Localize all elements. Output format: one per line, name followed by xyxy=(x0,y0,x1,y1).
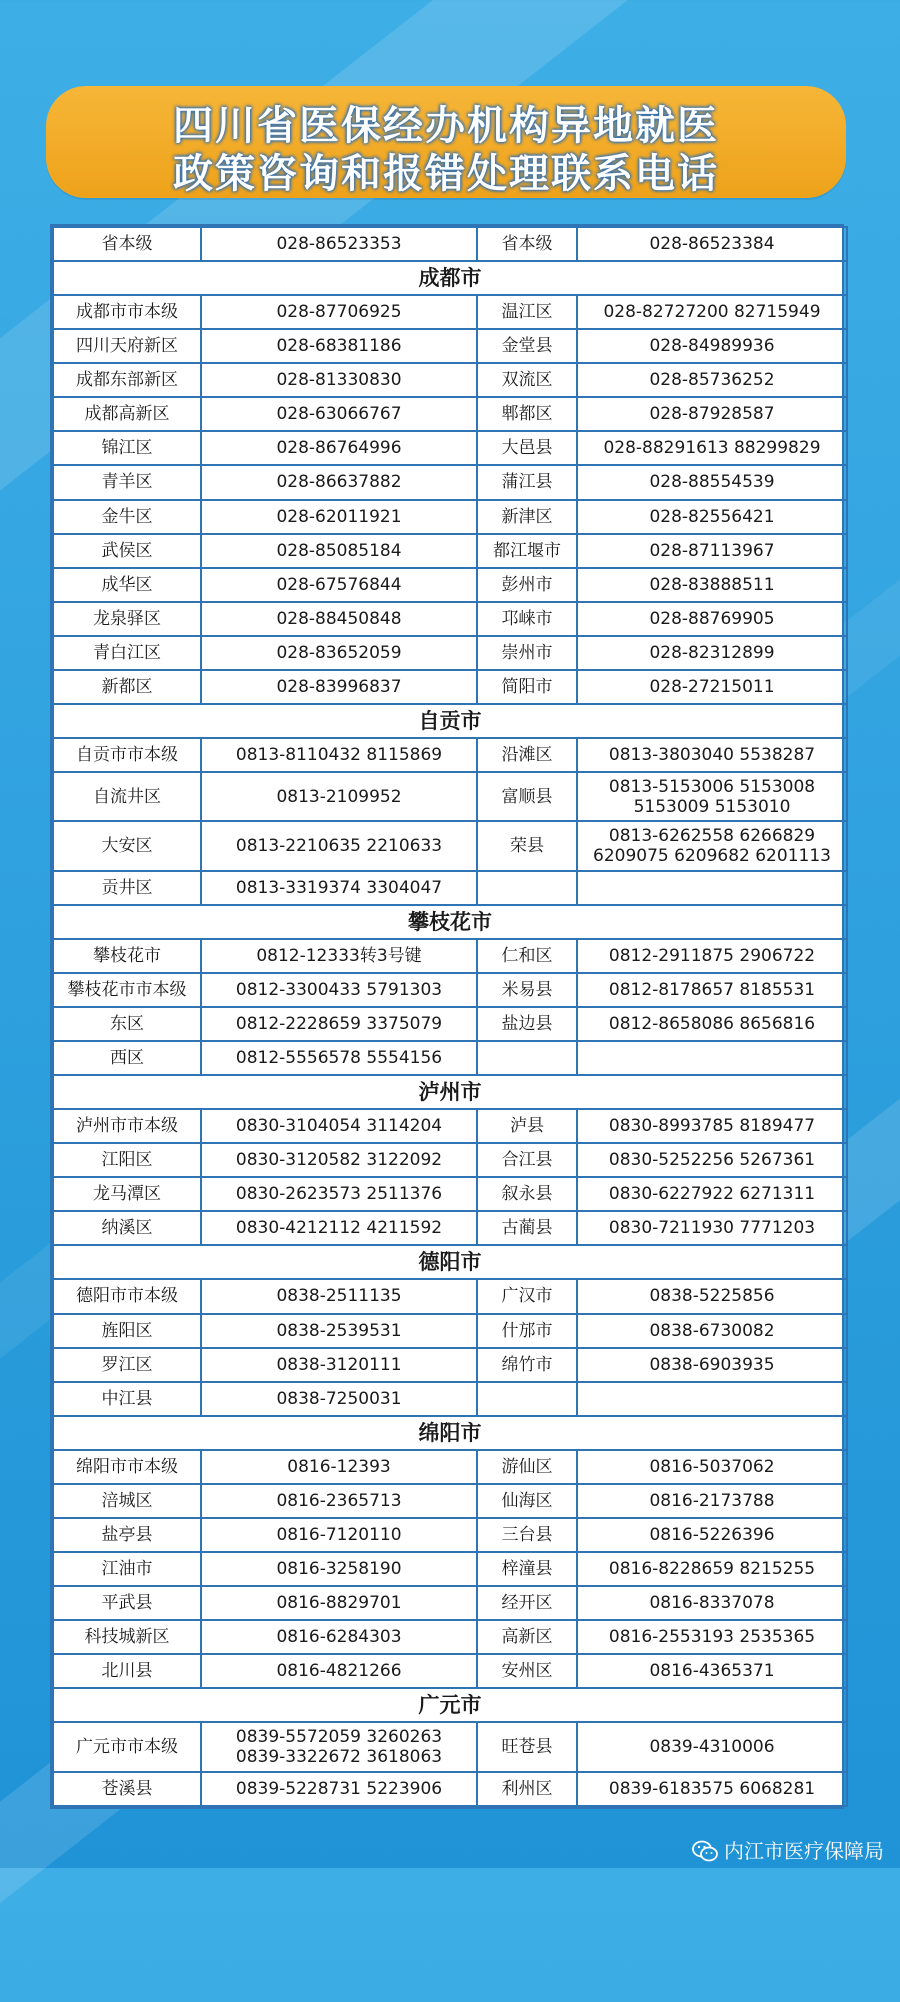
table-row xyxy=(53,534,847,568)
district-phone: 028-83888511 xyxy=(577,568,847,602)
district-name: 广汉市 xyxy=(477,1279,577,1313)
district-name: 中江县 xyxy=(53,1382,201,1416)
district-name: 郫都区 xyxy=(477,397,577,431)
district-name: 双流区 xyxy=(477,363,577,397)
district-name: 成都高新区 xyxy=(53,397,201,431)
city-header-row xyxy=(53,261,847,295)
table-row xyxy=(53,465,847,499)
district-name: 利州区 xyxy=(477,1772,577,1806)
table-row xyxy=(53,329,847,363)
district-name: 自贡市市本级 xyxy=(53,738,201,772)
city-header-row xyxy=(53,905,847,939)
district-name: 成华区 xyxy=(53,568,201,602)
table-row xyxy=(53,1041,847,1075)
district-phone: 0839-5228731 5223906 xyxy=(201,1772,477,1806)
table-row xyxy=(53,738,847,772)
district-name: 锦江区 xyxy=(53,431,201,465)
district-name: 龙泉驿区 xyxy=(53,602,201,636)
district-phone: 0838-2511135 xyxy=(201,1279,477,1313)
phone-line: 5153009 5153010 xyxy=(633,796,791,817)
district-phone: 0830-7211930 7771203 xyxy=(577,1211,847,1245)
district-name: 仙海区 xyxy=(477,1484,577,1518)
table-row xyxy=(53,227,847,261)
district-name: 叙永县 xyxy=(477,1177,577,1211)
district-name xyxy=(477,1041,577,1075)
district-phone: 0838-2539531 xyxy=(201,1314,477,1348)
district-name: 成都东部新区 xyxy=(53,363,201,397)
district-phone: 028-86523353 xyxy=(201,227,477,261)
district-phone: 0838-3120111 xyxy=(201,1348,477,1382)
district-phone: 0812-2228659 3375079 xyxy=(201,1007,477,1041)
table-row xyxy=(53,1654,847,1688)
district-name: 平武县 xyxy=(53,1586,201,1620)
table-row xyxy=(53,1007,847,1041)
district-phone: 0816-3258190 xyxy=(201,1552,477,1586)
district-name: 荣县 xyxy=(477,821,577,870)
district-phone: 0812-8178657 8185531 xyxy=(577,973,847,1007)
table-row xyxy=(53,636,847,670)
district-phone xyxy=(577,821,847,870)
contact-table-container xyxy=(50,224,844,1809)
district-phone: 0830-4212112 4211592 xyxy=(201,1211,477,1245)
district-phone: 0816-2173788 xyxy=(577,1484,847,1518)
district-name: 安州区 xyxy=(477,1654,577,1688)
district-name: 金牛区 xyxy=(53,500,201,534)
district-phone: 028-87113967 xyxy=(577,534,847,568)
district-name: 江阳区 xyxy=(53,1143,201,1177)
table-row xyxy=(53,670,847,704)
district-name: 苍溪县 xyxy=(53,1772,201,1806)
district-phone: 0830-8993785 8189477 xyxy=(577,1109,847,1143)
district-phone: 028-88554539 xyxy=(577,465,847,499)
table-row xyxy=(53,500,847,534)
district-name: 科技城新区 xyxy=(53,1620,201,1654)
table-row xyxy=(53,1552,847,1586)
table-row xyxy=(53,1211,847,1245)
district-phone: 0838-6903935 xyxy=(577,1348,847,1382)
table-row xyxy=(53,1450,847,1484)
district-name: 蒲江县 xyxy=(477,465,577,499)
district-phone: 028-82727200 82715949 xyxy=(577,295,847,329)
district-phone: 0830-5252256 5267361 xyxy=(577,1143,847,1177)
district-phone: 0816-6284303 xyxy=(201,1620,477,1654)
district-phone: 0816-2553193 2535365 xyxy=(577,1620,847,1654)
district-phone: 0812-3300433 5791303 xyxy=(201,973,477,1007)
district-name: 自流井区 xyxy=(53,772,201,821)
district-name: 涪城区 xyxy=(53,1484,201,1518)
district-name: 广元市市本级 xyxy=(53,1722,201,1771)
district-phone: 0816-7120110 xyxy=(201,1518,477,1552)
table-row xyxy=(53,1722,847,1771)
contact-table xyxy=(52,226,848,1807)
district-name: 东区 xyxy=(53,1007,201,1041)
phone-line: 0839-3322672 3618063 xyxy=(235,1746,443,1767)
table-row xyxy=(53,1518,847,1552)
district-name: 盐亭县 xyxy=(53,1518,201,1552)
district-phone: 0816-5226396 xyxy=(577,1518,847,1552)
district-name: 江油市 xyxy=(53,1552,201,1586)
district-phone: 0816-8228659 8215255 xyxy=(577,1552,847,1586)
district-phone: 0838-7250031 xyxy=(201,1382,477,1416)
district-phone: 0813-2210635 2210633 xyxy=(201,821,477,870)
phone-line: 0813-5153006 5153008 xyxy=(608,776,816,797)
district-phone: 0816-4821266 xyxy=(201,1654,477,1688)
district-name: 青白江区 xyxy=(53,636,201,670)
district-name: 纳溪区 xyxy=(53,1211,201,1245)
table-row xyxy=(53,1620,847,1654)
district-phone: 028-27215011 xyxy=(577,670,847,704)
district-phone: 0839-6183575 6068281 xyxy=(577,1772,847,1806)
district-phone xyxy=(577,871,847,905)
district-phone: 0839-4310006 xyxy=(577,1722,847,1771)
district-phone: 0816-8829701 xyxy=(201,1586,477,1620)
district-phone: 0830-2623573 2511376 xyxy=(201,1177,477,1211)
district-name: 武侯区 xyxy=(53,534,201,568)
district-name: 新津区 xyxy=(477,500,577,534)
district-phone: 0830-6227922 6271311 xyxy=(577,1177,847,1211)
district-name: 游仙区 xyxy=(477,1450,577,1484)
district-phone: 028-67576844 xyxy=(201,568,477,602)
district-name: 崇州市 xyxy=(477,636,577,670)
district-name: 泸县 xyxy=(477,1109,577,1143)
table-row xyxy=(53,939,847,973)
district-name: 米易县 xyxy=(477,973,577,1007)
district-name: 彭州市 xyxy=(477,568,577,602)
title-line-1: 四川省医保经办机构异地就医 xyxy=(173,103,719,149)
district-phone xyxy=(577,1041,847,1075)
district-name: 大邑县 xyxy=(477,431,577,465)
district-phone: 0812-12333转3号键 xyxy=(201,939,477,973)
district-name: 攀枝花市市本级 xyxy=(53,973,201,1007)
district-name: 金堂县 xyxy=(477,329,577,363)
district-phone xyxy=(577,1382,847,1416)
district-name: 龙马潭区 xyxy=(53,1177,201,1211)
city-header-row xyxy=(53,1416,847,1450)
table-row xyxy=(53,772,847,821)
district-phone: 028-88450848 xyxy=(201,602,477,636)
district-name: 大安区 xyxy=(53,821,201,870)
district-name: 青羊区 xyxy=(53,465,201,499)
district-phone: 028-81330830 xyxy=(201,363,477,397)
district-name: 贡井区 xyxy=(53,871,201,905)
city-header: 广元市 xyxy=(53,1688,847,1722)
district-phone: 028-62011921 xyxy=(201,500,477,534)
district-phone: 028-87706925 xyxy=(201,295,477,329)
table-row xyxy=(53,568,847,602)
district-name: 绵阳市市本级 xyxy=(53,1450,201,1484)
district-phone: 0830-3104054 3114204 xyxy=(201,1109,477,1143)
district-phone: 0812-5556578 5554156 xyxy=(201,1041,477,1075)
city-header-row xyxy=(53,1245,847,1279)
district-name: 旺苍县 xyxy=(477,1722,577,1771)
district-name: 罗江区 xyxy=(53,1348,201,1382)
district-phone: 0816-8337078 xyxy=(577,1586,847,1620)
table-row xyxy=(53,1314,847,1348)
district-name: 什邡市 xyxy=(477,1314,577,1348)
district-phone xyxy=(577,772,847,821)
table-row xyxy=(53,973,847,1007)
district-phone xyxy=(201,1722,477,1771)
district-phone: 028-86637882 xyxy=(201,465,477,499)
district-name: 成都市市本级 xyxy=(53,295,201,329)
district-name: 合江县 xyxy=(477,1143,577,1177)
district-name: 温江区 xyxy=(477,295,577,329)
table-row xyxy=(53,363,847,397)
wechat-icon xyxy=(692,1840,718,1862)
footer-brand xyxy=(692,1840,884,1862)
table-row xyxy=(53,821,847,870)
district-phone: 0816-5037062 xyxy=(577,1450,847,1484)
district-phone: 028-85736252 xyxy=(577,363,847,397)
district-name xyxy=(477,1382,577,1416)
district-phone: 028-85085184 xyxy=(201,534,477,568)
district-phone: 028-87928587 xyxy=(577,397,847,431)
table-row xyxy=(53,397,847,431)
district-phone: 0813-3319374 3304047 xyxy=(201,871,477,905)
district-name: 泸州市市本级 xyxy=(53,1109,201,1143)
district-name: 梓潼县 xyxy=(477,1552,577,1586)
district-phone: 028-82312899 xyxy=(577,636,847,670)
district-phone: 028-84989936 xyxy=(577,329,847,363)
table-row xyxy=(53,1348,847,1382)
table-row xyxy=(53,295,847,329)
district-phone: 0812-2911875 2906722 xyxy=(577,939,847,973)
city-header-row xyxy=(53,1688,847,1722)
district-name: 古蔺县 xyxy=(477,1211,577,1245)
district-name: 旌阳区 xyxy=(53,1314,201,1348)
district-phone: 0816-4365371 xyxy=(577,1654,847,1688)
table-row xyxy=(53,1382,847,1416)
city-header: 泸州市 xyxy=(53,1075,847,1109)
title-line-2: 政策咨询和报错处理联系电话 xyxy=(173,151,719,197)
district-phone: 028-68381186 xyxy=(201,329,477,363)
district-phone: 0812-8658086 8656816 xyxy=(577,1007,847,1041)
district-phone: 028-88769905 xyxy=(577,602,847,636)
district-phone: 0838-5225856 xyxy=(577,1279,847,1313)
district-name: 富顺县 xyxy=(477,772,577,821)
district-phone: 0816-12393 xyxy=(201,1450,477,1484)
district-phone: 0813-3803040 5538287 xyxy=(577,738,847,772)
district-name: 四川天府新区 xyxy=(53,329,201,363)
district-phone: 0838-6730082 xyxy=(577,1314,847,1348)
city-header: 德阳市 xyxy=(53,1245,847,1279)
city-header: 自贡市 xyxy=(53,704,847,738)
district-name: 仁和区 xyxy=(477,939,577,973)
district-phone: 028-86523384 xyxy=(577,227,847,261)
district-phone: 028-88291613 88299829 xyxy=(577,431,847,465)
table-row xyxy=(53,871,847,905)
district-name: 经开区 xyxy=(477,1586,577,1620)
district-name: 高新区 xyxy=(477,1620,577,1654)
title-banner xyxy=(46,86,846,198)
district-name: 德阳市市本级 xyxy=(53,1279,201,1313)
district-name: 西区 xyxy=(53,1041,201,1075)
district-name: 省本级 xyxy=(53,227,201,261)
district-phone: 028-86764996 xyxy=(201,431,477,465)
district-name: 简阳市 xyxy=(477,670,577,704)
city-header-row xyxy=(53,704,847,738)
table-row xyxy=(53,1586,847,1620)
phone-line: 6209075 6209682 6201113 xyxy=(593,846,831,867)
district-phone: 0816-2365713 xyxy=(201,1484,477,1518)
district-phone: 0830-3120582 3122092 xyxy=(201,1143,477,1177)
city-header: 绵阳市 xyxy=(53,1416,847,1450)
district-phone: 028-83996837 xyxy=(201,670,477,704)
table-row xyxy=(53,431,847,465)
table-row xyxy=(53,1484,847,1518)
district-name: 北川县 xyxy=(53,1654,201,1688)
district-name: 都江堰市 xyxy=(477,534,577,568)
district-name: 绵竹市 xyxy=(477,1348,577,1382)
district-phone: 028-63066767 xyxy=(201,397,477,431)
table-row xyxy=(53,1177,847,1211)
district-phone: 028-83652059 xyxy=(201,636,477,670)
table-row xyxy=(53,1772,847,1806)
phone-line: 0839-5572059 3260263 xyxy=(235,1726,443,1747)
district-name: 三台县 xyxy=(477,1518,577,1552)
district-name: 省本级 xyxy=(477,227,577,261)
district-phone: 0813-8110432 8115869 xyxy=(201,738,477,772)
district-name: 新都区 xyxy=(53,670,201,704)
city-header-row xyxy=(53,1075,847,1109)
district-name: 邛崃市 xyxy=(477,602,577,636)
district-name xyxy=(477,871,577,905)
table-row xyxy=(53,1143,847,1177)
city-header: 攀枝花市 xyxy=(53,905,847,939)
city-header: 成都市 xyxy=(53,261,847,295)
table-row xyxy=(53,602,847,636)
footer-label: 内江市医疗保障局 xyxy=(724,1839,884,1863)
district-name: 沿滩区 xyxy=(477,738,577,772)
table-row xyxy=(53,1279,847,1313)
table-row xyxy=(53,1109,847,1143)
district-name: 攀枝花市 xyxy=(53,939,201,973)
district-phone: 028-82556421 xyxy=(577,500,847,534)
district-name: 盐边县 xyxy=(477,1007,577,1041)
district-phone: 0813-2109952 xyxy=(201,772,477,821)
phone-line: 0813-6262558 6266829 xyxy=(608,826,816,847)
